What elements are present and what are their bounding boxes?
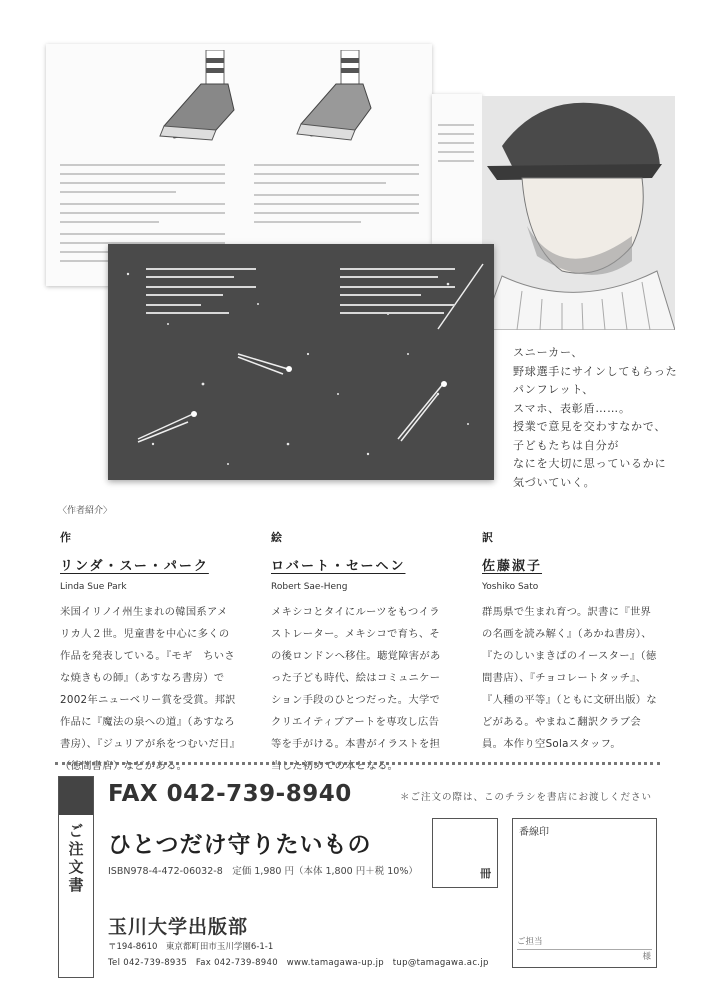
publisher-address: 〒194-8610 東京都町田市玉川学園6-1-1 (108, 942, 274, 952)
night-sky-spread (108, 244, 494, 480)
space-text-right (340, 268, 455, 320)
author-romaji: Linda Sue Park (60, 582, 127, 592)
clerk-rule (517, 949, 652, 950)
quantity-unit: 冊 (480, 867, 491, 880)
illustration-caption: スニーカー、 野球選手にサインしてもらった パンフレット、 スマホ、表彰盾……。 授業で意見を交わすなかで、 子どもたちは自分が なにを大切に思っているかに 気づいていく。 (513, 346, 678, 489)
honorific: 様 (642, 952, 651, 962)
author-role: 作 (60, 531, 71, 544)
illustrator-bio: メキシコとタイにルーツをもつイラストレーター。メキシコで育ち、その後ロンドンへ移住。聴覚障害があった子ども時代、絵はコミュニケーション手段のひとつだった。大学でクリエイティブアートを専攻し広告等を手がける。本書がイラストを担当した初めての本となる。 (271, 606, 441, 772)
translator-role: 訳 (482, 531, 493, 544)
translator-romaji: Yoshiko Sato (482, 582, 539, 592)
quantity-box[interactable] (432, 818, 498, 888)
bookseller-stamp-box[interactable] (512, 818, 657, 968)
author-bio: 米国イリノイ州生まれの韓国系アメリカ人２世。児童書を中心に多くの作品を発表している。『モギ ちいさな焼きもの師』（あすなろ書房）で2002年ニューベリー賞を受賞。邦訳作品に『魔法の泉への道』（あすなろ書房）、『ジュリアが糸をつむいだ日』（徳間書店）などがある。 (60, 606, 236, 772)
author-section-label: 〈作者紹介〉 (58, 506, 113, 516)
translator-bio: 群馬県で生まれ育つ。訳書に『世界の名画を読み解く』（あかね書房）、『たのしいまきばのイースター』（徳間書店）、『チョコレートタッチ』、『人種の平等』（ともに文研出版）などがある。やまねこ翻訳クラブ会員。本作り空Solaスタッフ。 (482, 606, 657, 750)
order-note: ＊ご注文の際は、このチラシを書店にお渡しください (400, 792, 653, 803)
space-text-left (146, 268, 256, 320)
baseball-player-portrait (482, 96, 675, 330)
publisher-name: 玉川大学出版部 (108, 916, 249, 938)
order-label-dark-block (59, 777, 93, 815)
illustrator-name: ロバート・セーヘン (271, 559, 406, 574)
illustrator-romaji: Robert Sae-Heng (271, 582, 348, 592)
cut-line-divider (55, 762, 660, 765)
stamp-label: 番線印 (519, 827, 549, 838)
author-column (60, 529, 238, 777)
clerk-label: ご担当 (517, 937, 543, 947)
order-label-text: ご注文書 (66, 823, 85, 895)
book-title: ひとつだけ守りたいもの (108, 832, 372, 858)
sneaker-illustration-right (281, 50, 391, 150)
translator-name: 佐藤淑子 (482, 559, 543, 574)
fax-number: FAX 042-739-8940 (108, 781, 352, 807)
body-text-right (254, 164, 419, 230)
order-form-label (58, 776, 94, 978)
sneaker-illustration-left (146, 50, 256, 150)
portrait-drawing (482, 96, 675, 330)
illustrator-column (271, 529, 449, 777)
publisher-contact: Tel 042-739-8935 Fax 042-739-8940 www.tamagawa-up.jp tup@tamagawa.ac.jp (108, 958, 489, 968)
illustrator-role: 絵 (271, 531, 282, 544)
isbn-price: ISBN978-4-472-06032-8 定価 1,980 円（本体 1,800 円＋税 10%） (108, 866, 418, 877)
author-name: リンダ・スー・パーク (60, 559, 209, 574)
translator-column (482, 529, 660, 755)
book-page-back (432, 94, 482, 244)
